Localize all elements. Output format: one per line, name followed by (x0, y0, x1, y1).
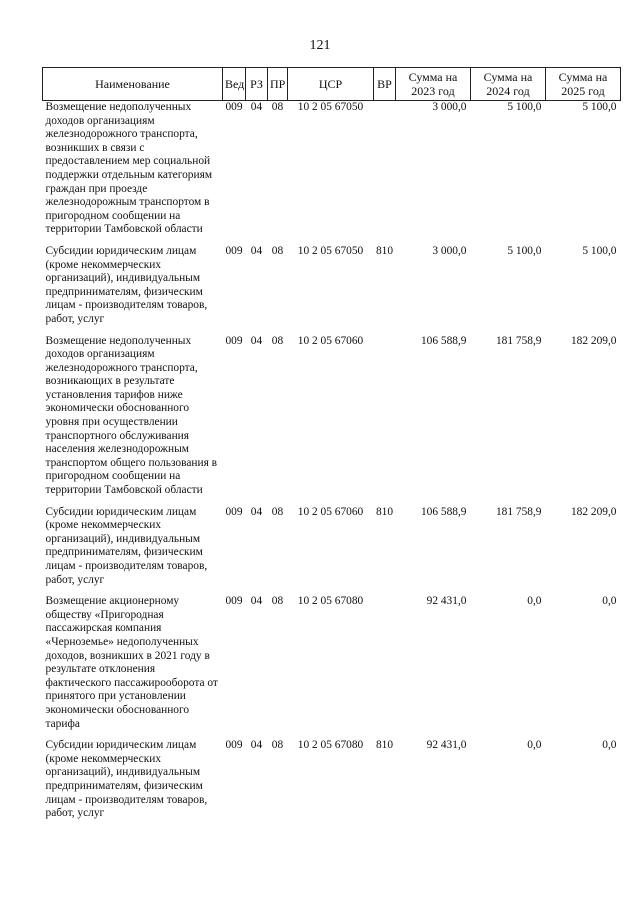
row-rz: 04 (250, 101, 263, 113)
row-rz: 04 (250, 595, 263, 608)
row-ved: 009 (225, 595, 243, 608)
row-sum-2023: 3 000,0 (432, 101, 467, 113)
row-rz: 04 (250, 244, 263, 257)
row-sum-2024: 5 100,0 (507, 244, 542, 257)
table-row (43, 739, 621, 829)
row-vr (374, 595, 396, 739)
row-ved: 009 (225, 739, 243, 752)
row-sum-2025: 5 100,0 (582, 244, 617, 257)
row-sum-2024: 181 758,9 (495, 334, 542, 347)
row-ved: 009 (225, 101, 243, 113)
row-sum-2023: 3 000,0 (432, 244, 467, 257)
row-pr: 08 (271, 101, 284, 113)
header-pr: ПР (268, 68, 288, 101)
row-pr: 08 (271, 739, 284, 752)
row-sum-2023: 92 431,0 (426, 595, 467, 608)
row-rz: 04 (250, 505, 263, 518)
row-name: Возмещение акционерному обществу «Пригородная пассажирская компания «Черноземье» недополученных доходов, возникших в 2021 году в результате отклонения фактического пассажирооборота от принятого при установлении экономически обоснованного тарифа (45, 595, 218, 730)
header-sum-2023: Сумма на 2023 год (396, 68, 471, 101)
row-vr (374, 101, 396, 245)
row-csr: 10 2 05 67060 (297, 505, 364, 518)
row-sum-2023: 106 588,9 (420, 505, 467, 518)
row-sum-2024: 0,0 (527, 595, 542, 608)
header-csr: ЦСР (288, 68, 374, 101)
header-sum-2025: Сумма на 2025 год (546, 68, 621, 101)
table-header-row (43, 68, 621, 101)
row-sum-2025: 182 209,0 (570, 505, 617, 518)
header-rz: РЗ (246, 68, 268, 101)
table-row (43, 101, 621, 245)
row-name: Возмещение недополученных доходов организациям железнодорожного транспорта, возникающих в результате установления тарифов ниже экономически обоснованного уровня при осуществлении транспортного обслуживания населения железнодорожным транспортом общего пользования в пригородном сообщении на территории Тамбовской области (45, 334, 218, 497)
row-ved: 009 (225, 505, 243, 518)
row-rz: 04 (250, 334, 263, 347)
row-name: Субсидии юридическим лицам (кроме некоммерческих организаций), индивидуальным предпринимателям, физическим лицам - производителям товаров, работ, услуг (45, 244, 208, 325)
row-sum-2025: 5 100,0 (582, 101, 617, 113)
row-pr: 08 (271, 595, 284, 608)
row-name: Субсидии юридическим лицам (кроме некоммерческих организаций), индивидуальным предпринимателям, физическим лицам - производителям товаров, работ, услуг (45, 739, 208, 820)
header-sum-2024: Сумма на 2024 год (471, 68, 546, 101)
table-row (43, 595, 621, 739)
row-csr: 10 2 05 67050 (297, 101, 364, 113)
row-sum-2024: 181 758,9 (495, 505, 542, 518)
table-row (43, 335, 621, 506)
header-ved: Вед (223, 68, 246, 101)
row-pr: 08 (271, 505, 284, 518)
row-csr: 10 2 05 67050 (297, 244, 364, 257)
row-ved: 009 (225, 334, 243, 347)
row-sum-2024: 5 100,0 (507, 101, 542, 113)
row-name: Возмещение недополученных доходов организациям железнодорожного транспорта, возникших в связи с предоставлением мер социальной поддержки отдельным категориям граждан при проезде железнодорожным транспортом в пригородном сообщении на территории Тамбовской области (45, 101, 213, 236)
row-rz: 04 (250, 739, 263, 752)
header-vr: ВР (374, 68, 396, 101)
row-csr: 10 2 05 67060 (297, 334, 364, 347)
page-number: 121 (309, 38, 331, 53)
row-name: Субсидии юридическим лицам (кроме некоммерческих организаций), индивидуальным предпринимателям, физическим лицам - производителям товаров, работ, услуг (45, 505, 208, 586)
row-sum-2024: 0,0 (527, 739, 542, 752)
row-pr: 08 (271, 334, 284, 347)
row-ved: 009 (225, 244, 243, 257)
table-row (43, 506, 621, 596)
row-vr (374, 335, 396, 506)
row-csr: 10 2 05 67080 (297, 595, 364, 608)
table-row (43, 245, 621, 335)
row-vr: 810 (375, 244, 394, 257)
row-pr: 08 (271, 244, 284, 257)
row-vr: 810 (375, 505, 394, 518)
header-name: Наименование (43, 68, 223, 101)
budget-table (42, 67, 621, 829)
row-sum-2025: 0,0 (602, 739, 617, 752)
row-sum-2025: 0,0 (602, 595, 617, 608)
row-sum-2023: 106 588,9 (420, 334, 467, 347)
row-vr: 810 (375, 739, 394, 752)
row-sum-2023: 92 431,0 (426, 739, 467, 752)
row-csr: 10 2 05 67080 (297, 739, 364, 752)
row-sum-2025: 182 209,0 (570, 334, 617, 347)
